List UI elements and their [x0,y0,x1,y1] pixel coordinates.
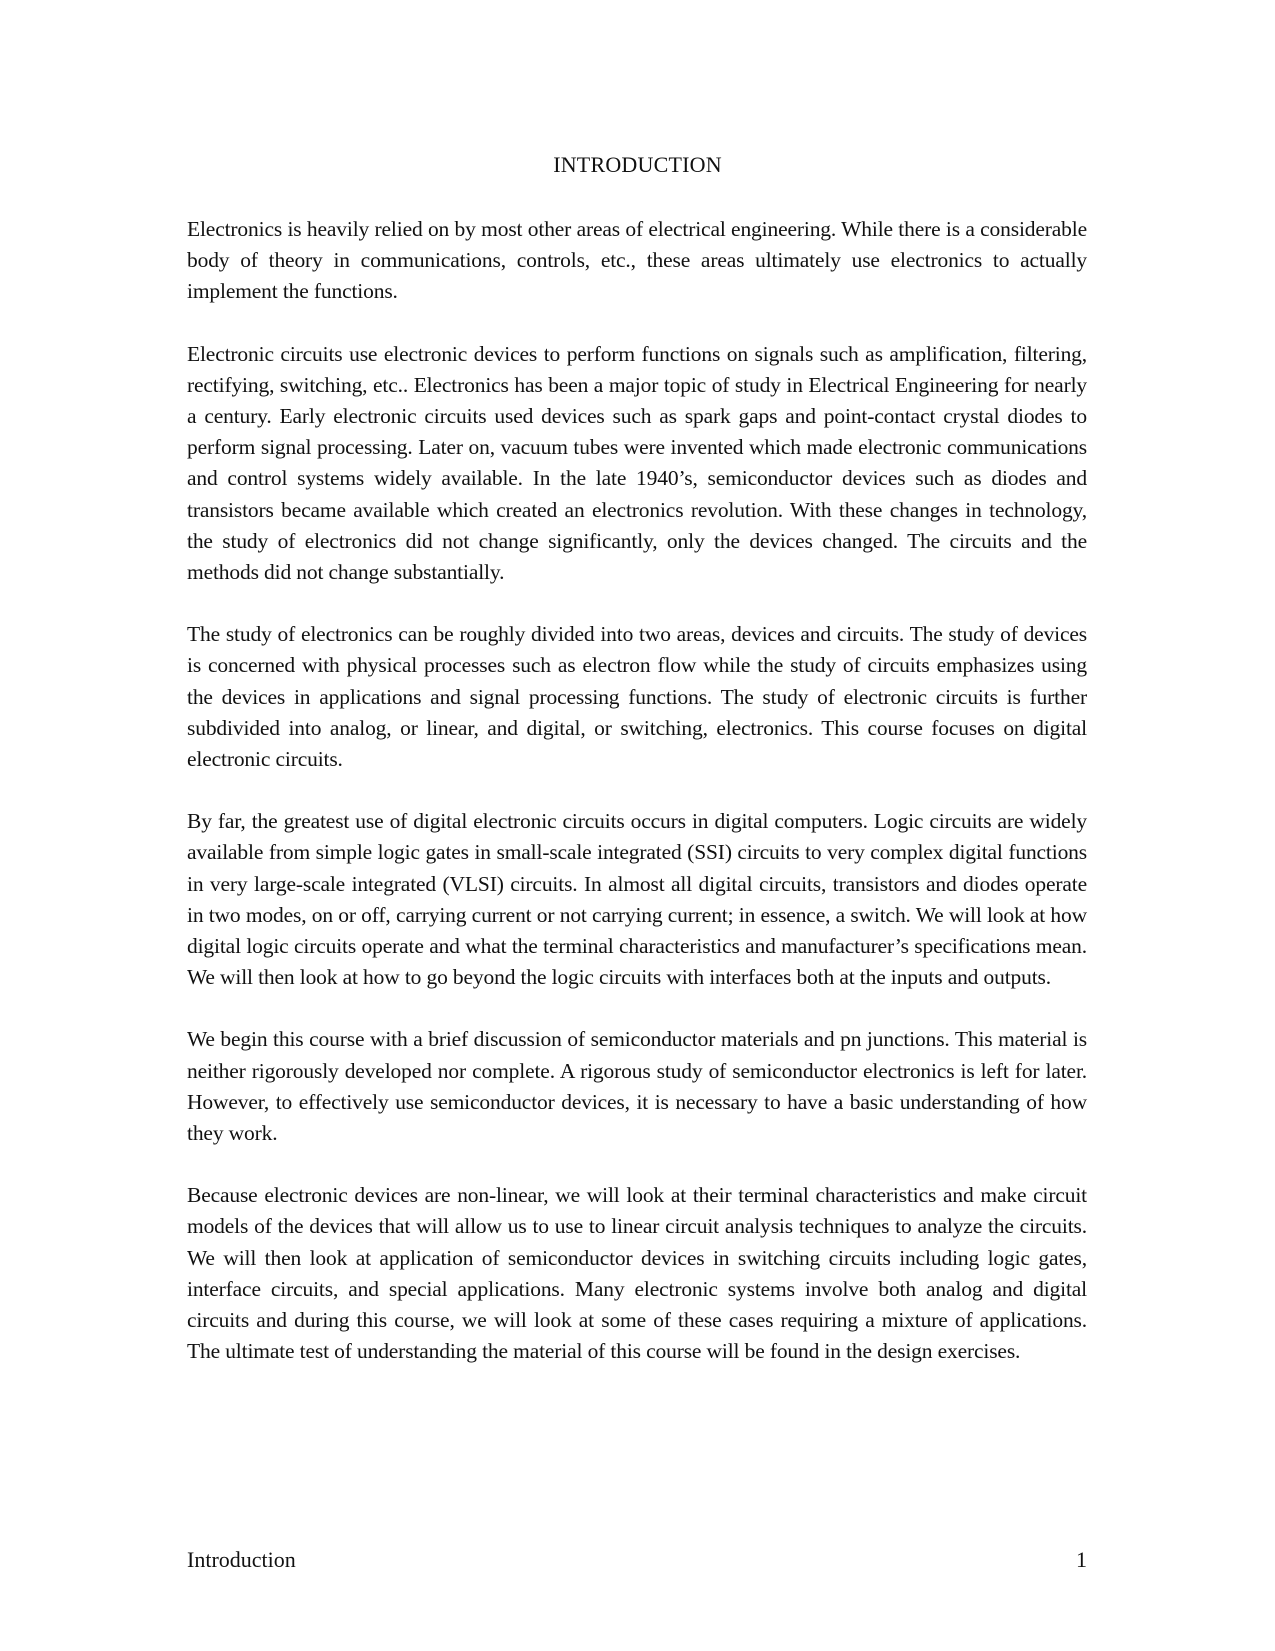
page-footer [187,1544,1087,1576]
paragraph-5: We begin this course with a brief discussion of semiconductor materials and pn junctions. This material is neither rigorously developed nor complete. A rigorous study of semiconductor electronics is left for later. However, to effectively use semiconductor devices, it is necessary to have a basic understanding of how they work. [187,1027,1087,1146]
paragraph-3: The study of electronics can be roughly divided into two areas, devices and circuits. The study of devices is concerned with physical processes such as electron flow while the study of circuits emphasizes using the devices in applications and signal processing functions. The study of electronic circuits is further subdivided into analog, or linear, and digital, or switching, electronics. This course focuses on digital electronic circuits. [187,622,1087,772]
page-number: 1 [1076,1547,1087,1572]
page-title: INTRODUCTION [553,152,722,177]
paragraph-2: Electronic circuits use electronic devices to perform functions on signals such as amplification, filtering, rectifying, switching, etc.. Electronics has been a major topic of study in Electrical Engineering for nearly a century. Early electronic circuits used devices such as spark gaps and point-contact crystal diodes to perform signal processing. Later on, vacuum tubes were invented which made electronic communications and control systems widely available. In the late 1940’s, semiconductor devices such as diodes and transistors became available which created an electronics revolution. With these changes in technology, the study of electronics did not change significantly, only the devices changed. The circuits and the methods did not change substantially. [187,341,1087,585]
footer-section-name: Introduction [187,1547,296,1572]
paragraph-6: Because electronic devices are non-linear, we will look at their terminal characteristics and make circuit models of the devices that will allow us to use to linear circuit analysis techniques to analyze the circuits. We will then look at application of semiconductor devices in switching circuits including logic gates, interface circuits, and special applications. Many electronic systems involve both analog and digital circuits and during this course, we will look at some of these cases requiring a mixture of applications. The ultimate test of understanding the material of this course will be found in the design exercises. [187,1183,1087,1364]
paragraph-1: Electronics is heavily relied on by most other areas of electrical engineering. While there is a considerable body of theory in communications, controls, etc., these areas ultimately use electronics to actually implement the functions. [187,217,1087,304]
document-body [187,214,1087,1399]
paragraph-4: By far, the greatest use of digital electronic circuits occurs in digital computers. Logic circuits are widely available from simple logic gates in small-scale integrated (SSI) circuits to very complex digital functions in very large-scale integrated (VLSI) circuits. In almost all digital circuits, transistors and diodes operate in two modes, on or off, carrying current or not carrying current; in essence, a switch. We will look at how digital logic circuits operate and what the terminal characteristics and manufacturer’s specifications mean. We will then look at how to go beyond the logic circuits with interfaces both at the inputs and outputs. [187,809,1087,990]
